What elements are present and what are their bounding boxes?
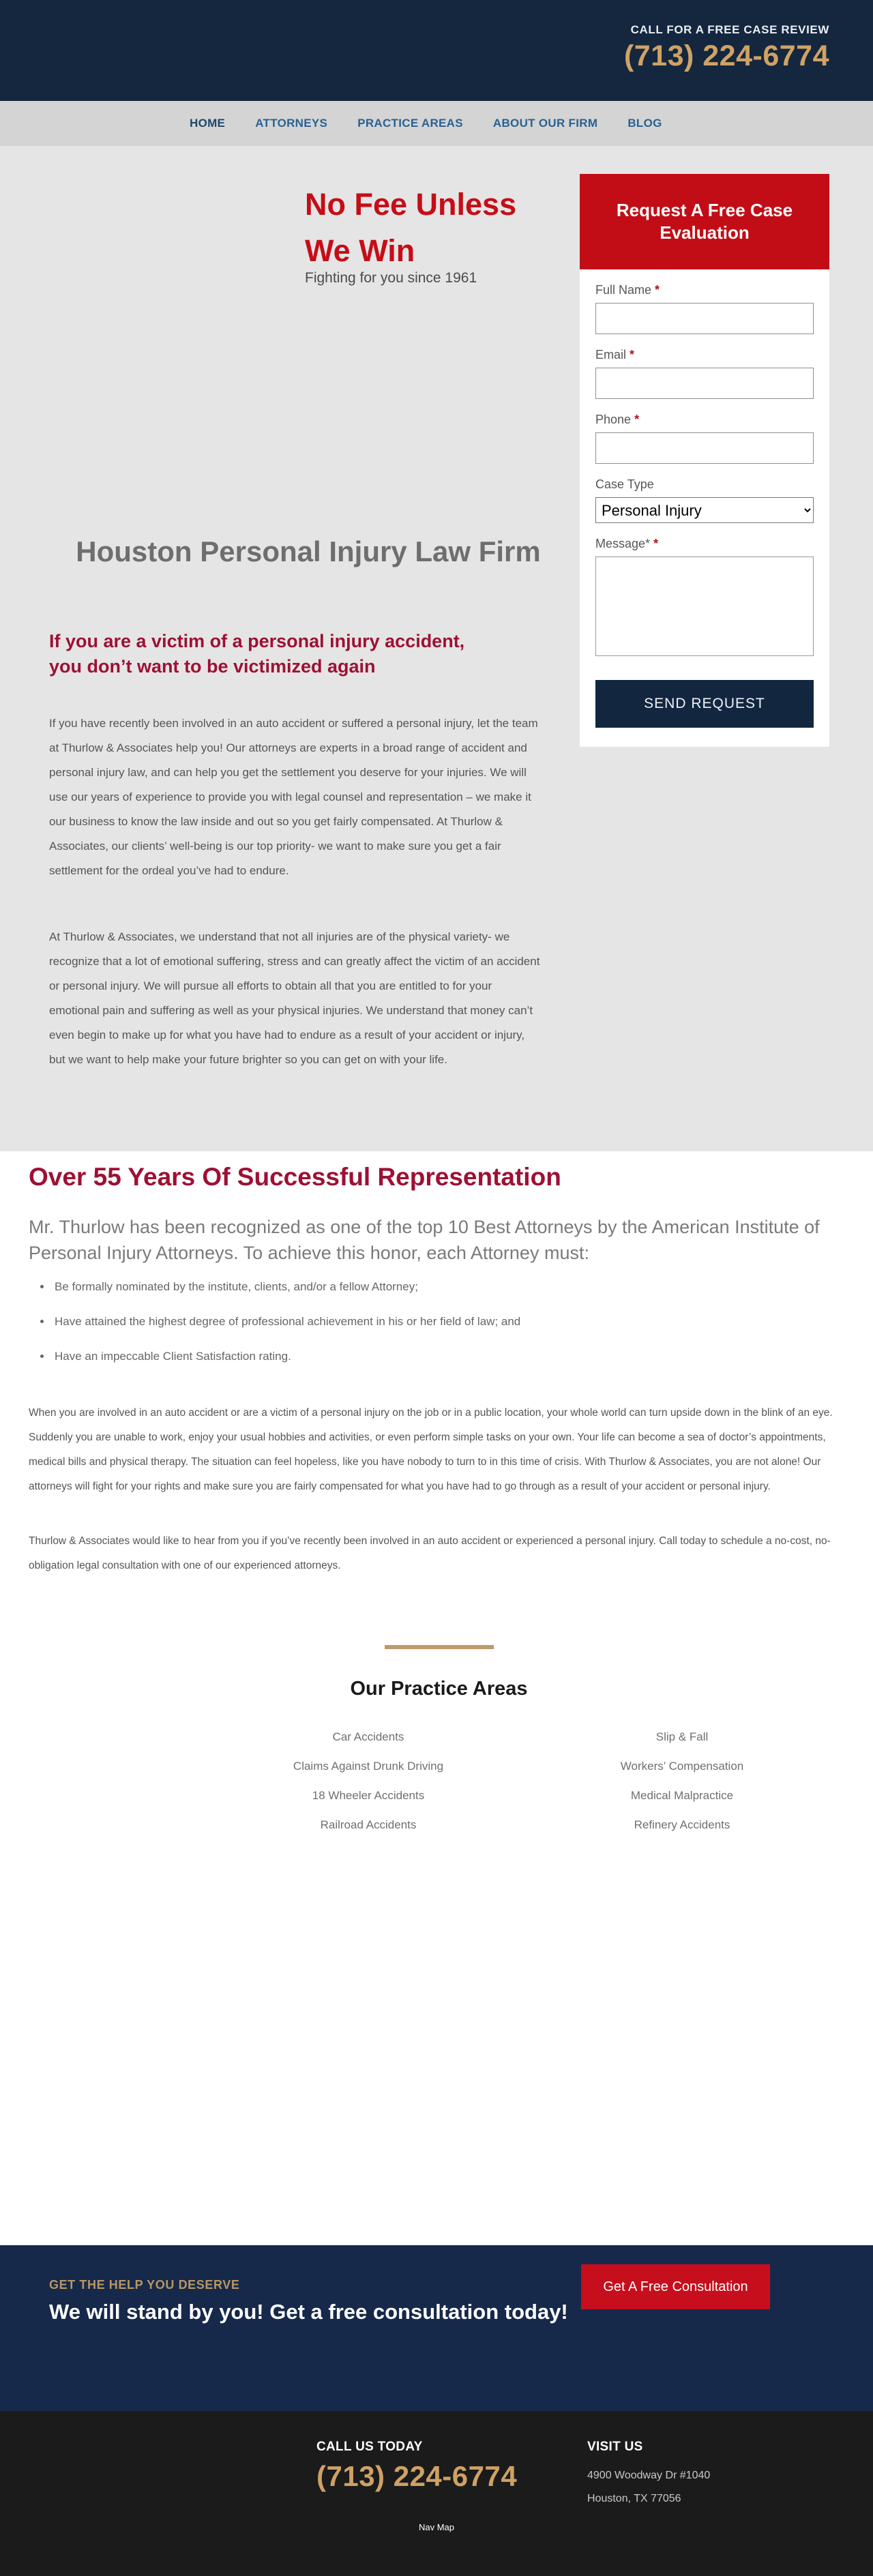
email-label: Email * xyxy=(595,348,635,361)
representation-heading: Over 55 Years Of Successful Representation xyxy=(29,1163,561,1191)
consultation-cta xyxy=(0,2245,873,2411)
address-line-2: Houston, TX 77056 xyxy=(587,2493,681,2504)
nav-item-home[interactable]: HOME xyxy=(190,117,226,130)
required-asterisk: * xyxy=(655,283,660,297)
send-request-button[interactable]: SEND REQUEST xyxy=(595,680,814,728)
footer-call-block xyxy=(316,2440,517,2493)
list-item: • Be formally nominated by the institute, clients, and/or a fellow Attorney; xyxy=(52,1275,584,1299)
hero-headline-line2: We Win xyxy=(305,233,415,268)
phone-field[interactable] xyxy=(595,432,814,464)
main-paragraph-2: Thurlow & Associates would like to hear from you if you’ve recently been involved in an auto accident or experienced a personal injury. Call today to schedule a no-cost, no-obligation legal consultation with one of our experienced attorneys. xyxy=(29,1535,831,1571)
footer-visit-block xyxy=(587,2440,710,2505)
call-us-today-label: CALL US TODAY xyxy=(316,2440,423,2454)
hero-section xyxy=(0,146,873,1151)
full-name-field[interactable] xyxy=(595,303,814,334)
hero-tagline: Fighting for you since 1961 xyxy=(305,270,477,286)
page-title: Houston Personal Injury Law Firm xyxy=(76,535,541,567)
main-paragraph-1: When you are involved in an auto accident or are a victim of a personal injury on the job or in a public location, your whole world can turn upside down in the blink of an eye. Suddenly you are unable to work, enjoy your usual hobbies and activities, or even perform simple tasks on your own. Your life can become a sea of doctor’s appointments, medical bills and physical therapy. The situation can feel hopeless, like you have nobody to turn to in this time of crisis. With Thurlow & Associates, you are not alone! Our attorneys will fight for your rights and make sure you are fairly compensated for what you have had to go through as a result of your accident or personal injury. xyxy=(29,1407,833,1492)
practice-areas-grid xyxy=(211,1730,839,1832)
full-name-label: Full Name * xyxy=(595,283,660,297)
practice-area-slip-and-fall[interactable]: Slip & Fall xyxy=(655,1730,709,1743)
message-field[interactable] xyxy=(595,557,814,656)
representation-section xyxy=(0,1151,873,2245)
footer-phone-link[interactable]: (713) 224-6774 xyxy=(316,2460,518,2492)
hero-headline xyxy=(305,181,516,274)
case-evaluation-form xyxy=(580,174,829,747)
case-type-select[interactable] xyxy=(595,497,814,523)
nav-item-practice-areas[interactable]: PRACTICE AREAS xyxy=(357,117,463,130)
gold-divider xyxy=(385,1645,494,1649)
nav-item-blog[interactable]: BLOG xyxy=(627,117,662,130)
required-asterisk: * xyxy=(630,348,635,361)
visit-us-label: VISIT US xyxy=(587,2440,643,2454)
cta-headline: We will stand by you! Get a free consultation today! xyxy=(49,2300,568,2324)
email-field[interactable] xyxy=(595,368,814,399)
nav-map-container xyxy=(0,2521,873,2534)
practice-area-refinery-accidents[interactable]: Refinery Accidents xyxy=(634,1818,730,1831)
practice-area-railroad-accidents[interactable]: Railroad Accidents xyxy=(320,1818,417,1831)
phone-label: Phone * xyxy=(595,413,640,426)
list-item: • Have attained the highest degree of professional achievement in his or her field of law; and xyxy=(52,1310,584,1333)
practice-area-workers-compensation[interactable]: Workers’ Compensation xyxy=(620,1760,744,1773)
nav-item-attorneys[interactable]: ATTORNEYS xyxy=(255,117,328,130)
top-bar xyxy=(0,0,873,101)
free-consultation-button[interactable]: Get A Free Consultation xyxy=(581,2264,770,2309)
hero-paragraph-2: At Thurlow & Associates, we understand that not all injuries are of the physical variety- we recognize that a lot of emotional suffering, stress and can greatly affect the victim of an accident or personal injury. We will pursue all efforts to obtain all that you are entitled to for your emotional pain and suffering as well as your physical injuries. We understand that money can’t even begin to make up for what you have had to endure as a result of your accident or injury, but we want to help make your future brighter so you can get on with your life. xyxy=(49,930,540,1066)
practice-area-18-wheeler-accidents[interactable]: 18 Wheeler Accidents xyxy=(312,1789,425,1802)
required-asterisk: * xyxy=(634,413,640,426)
main-navigation xyxy=(0,101,873,146)
hero-paragraph-1: If you have recently been involved in an auto accident or suffered a personal injury, let the team at Thurlow & Associates help you! Our attorneys are experts in a broad range of accident and personal injury law, and can help you get the settlement you deserve for your injuries. We will use our years of experience to provide you with legal counsel and representation – we make it our business to know the law inside and out so you get fairly compensated. At Thurlow & Associates, our clients’ well-being is our top priority- we want to make sure you get a fair settlement for the ordeal you’ve had to endure. xyxy=(49,717,538,877)
call-review-label: CALL FOR A FREE CASE REVIEW xyxy=(630,23,829,36)
hero-subheading: If you are a victim of a personal injury accident, you don’t want to be victimized again xyxy=(49,631,465,677)
attorney-criteria-list xyxy=(52,1275,849,1368)
practice-area-car-accidents[interactable]: Car Accidents xyxy=(332,1730,404,1743)
required-asterisk: * xyxy=(653,537,659,550)
practice-area-drunk-driving-claims[interactable]: Claims Against Drunk Driving xyxy=(293,1760,444,1773)
nav-map-link[interactable]: Nav Map xyxy=(418,2522,455,2532)
case-type-label: Case Type xyxy=(595,477,654,491)
address-line-1: 4900 Woodway Dr #1040 xyxy=(587,2470,711,2481)
message-label: Message* * xyxy=(595,537,659,550)
hero-headline-line1: No Fee Unless xyxy=(305,187,517,222)
header-phone-link[interactable]: (713) 224-6774 xyxy=(623,40,829,72)
form-title: Request A Free Case Evaluation xyxy=(580,174,829,269)
list-item: • Have an impeccable Client Satisfaction rating. xyxy=(52,1345,584,1368)
practice-areas-heading: Our Practice Areas xyxy=(350,1678,528,1700)
cta-eyebrow: GET THE HELP YOU DESERVE xyxy=(49,2278,240,2292)
form-body xyxy=(580,283,829,728)
representation-lead: Mr. Thurlow has been recognized as one of the top 10 Best Attorneys by the American Institute of Personal Injury Attorneys. To achieve this honor, each Attorney must: xyxy=(29,1217,820,1263)
practice-area-medical-malpractice[interactable]: Medical Malpractice xyxy=(630,1789,734,1802)
nav-item-about-our-firm[interactable]: ABOUT OUR FIRM xyxy=(492,117,598,130)
footer xyxy=(0,2411,873,2576)
